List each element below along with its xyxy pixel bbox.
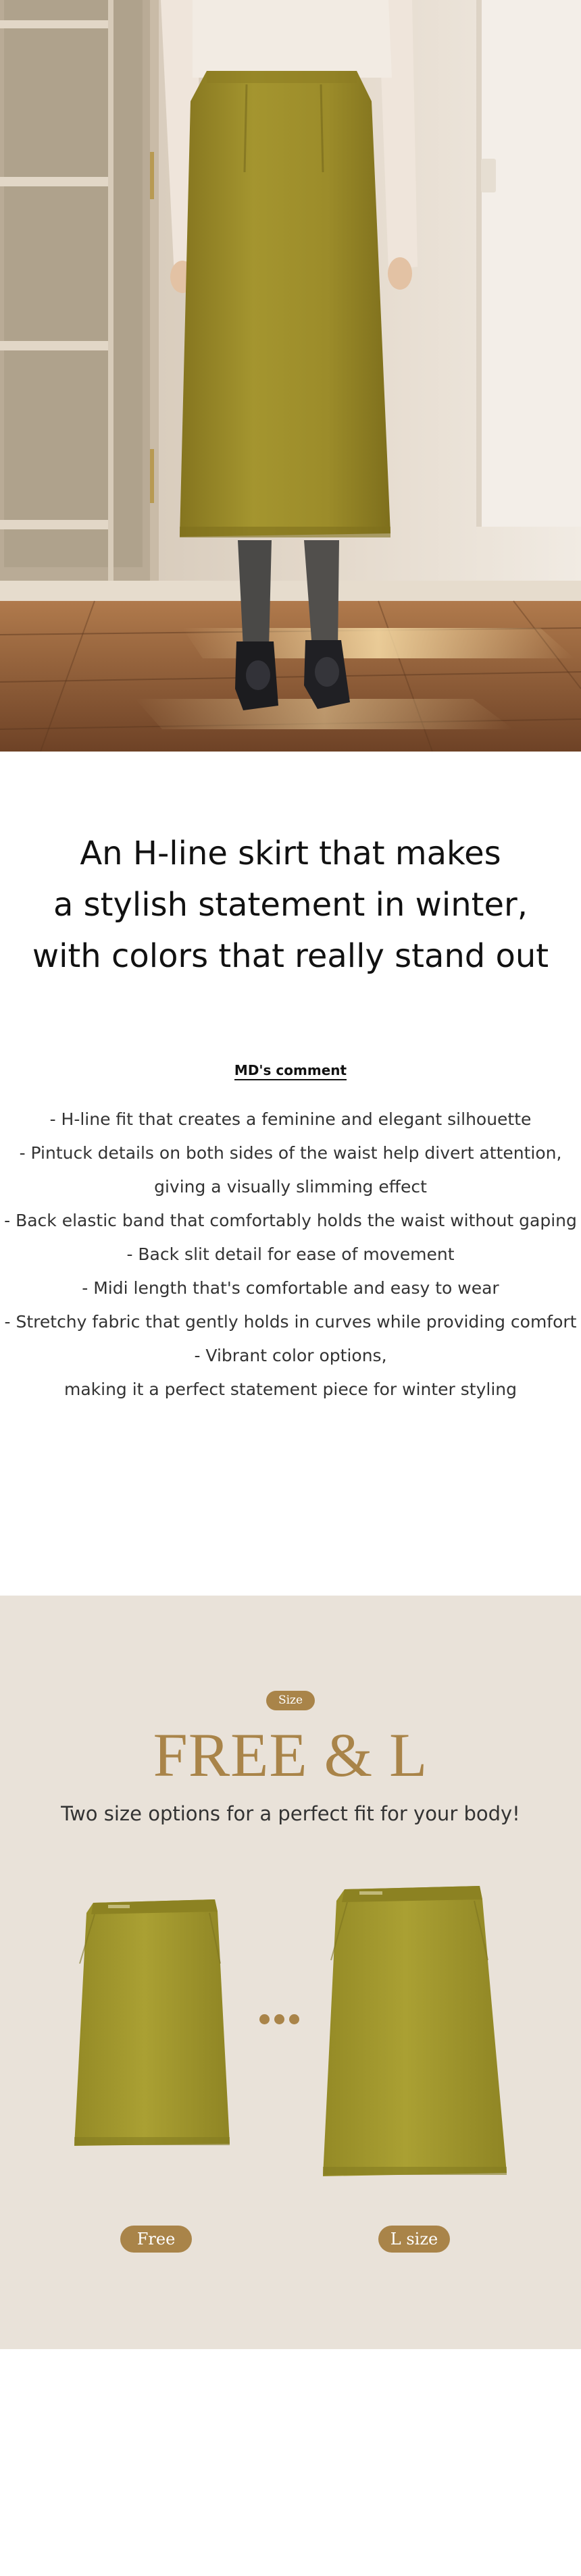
md-comment-line: giving a visually slimming effect bbox=[154, 1177, 427, 1197]
free-skirt-image bbox=[68, 1899, 243, 2152]
dot bbox=[259, 2014, 270, 2024]
free-size-label: Free bbox=[120, 2226, 192, 2253]
md-comment-line: - Midi length that's comfortable and easy to wear bbox=[82, 1278, 499, 1298]
md-comment-line: making it a perfect statement piece for winter styling bbox=[64, 1379, 517, 1399]
bottom-spacer bbox=[0, 2349, 581, 2576]
headline-line: with colors that really stand out bbox=[32, 937, 549, 975]
size-title: FREE & L bbox=[153, 1720, 428, 1789]
l-size-skirt-image bbox=[318, 1886, 513, 2186]
md-comment-line: - Back slit detail for ease of movement bbox=[126, 1244, 455, 1264]
headline-line: An H-line skirt that makes bbox=[80, 835, 501, 872]
skirt-icon bbox=[318, 1886, 513, 2183]
md-comment-line: - Back elastic band that comfortably holds the waist without gaping bbox=[4, 1211, 577, 1230]
size-section bbox=[0, 1596, 581, 2349]
headline bbox=[0, 828, 581, 982]
headline-line: a stylish statement in winter, bbox=[53, 886, 528, 924]
size-badge: Size bbox=[266, 1691, 315, 1710]
dot bbox=[289, 2014, 299, 2024]
md-comment-line: - Stretchy fabric that gently holds in curves while providing comfort bbox=[4, 1312, 577, 1332]
dot bbox=[274, 2014, 284, 2024]
model-photo-icon bbox=[0, 0, 581, 752]
intro-section bbox=[0, 752, 581, 1596]
skirt-icon bbox=[68, 1899, 243, 2149]
md-comment-title bbox=[0, 1062, 581, 1078]
md-comment-line: - H-line fit that creates a feminine and elegant silhouette bbox=[49, 1109, 532, 1129]
md-comment-list bbox=[0, 1103, 581, 1407]
size-subtitle: Two size options for a perfect fit for your body! bbox=[61, 1802, 520, 1825]
md-comment-line: - Vibrant color options, bbox=[194, 1346, 387, 1365]
hero-photo bbox=[0, 0, 581, 752]
l-size-label: L size bbox=[378, 2226, 450, 2253]
comparison-dots bbox=[259, 2014, 300, 2028]
md-comment-title-text: MD's comment bbox=[234, 1062, 347, 1080]
md-comment-line: - Pintuck details on both sides of the waist help divert attention, bbox=[19, 1143, 562, 1163]
